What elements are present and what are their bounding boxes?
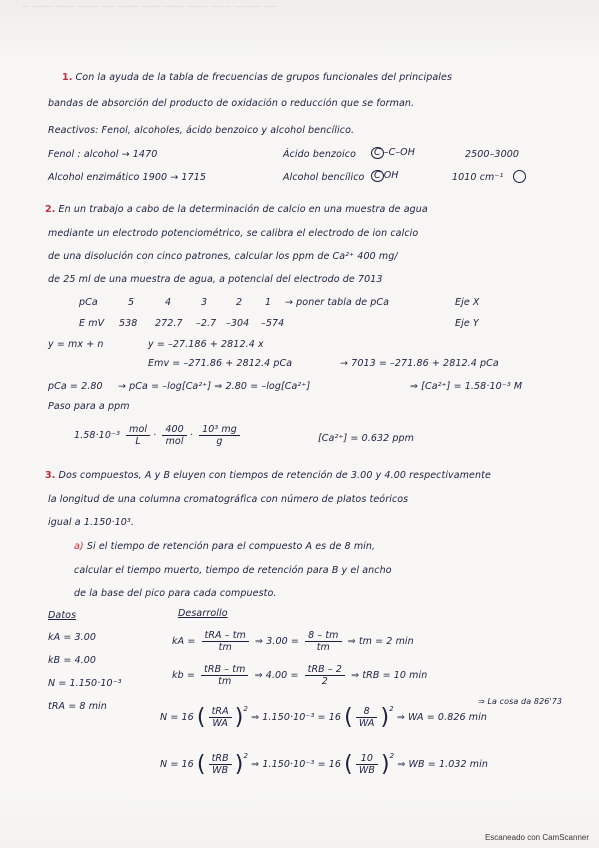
side-note: ⇒ La cosa da 826'73 [478, 697, 563, 706]
fraction: $\frac{\text{mol}}{L}$ [126, 424, 150, 447]
kb-equation: kb = $\frac{\text{tRB – tm}}{tm}$ ⇒ 4.00 = $\frac{\text{tRB – 2}}{2}$ ⇒ tRB = 10 min [172, 664, 428, 687]
part-a-line-3: de la base del pico para cada compuesto. [74, 588, 277, 599]
emv-label: E mV [79, 318, 105, 329]
problem-1-line-2: bandas de absorción del producto de oxidación o reducción que se forman. [48, 98, 415, 109]
fraction: $\frac{\text{tRB}}{WB}$ [209, 753, 232, 776]
emv-value: –2.7 [196, 318, 217, 329]
linear-eq-fit: y = –27.186 + 2812.4 x [148, 339, 264, 350]
problem-1-line-3: Reactivos: Fenol, alcoholes, ácido benzoico y alcohol bencílico. [48, 125, 355, 136]
alcohol-row-formula: C OH [371, 170, 399, 182]
linear-eq-general: y = mx + n [48, 339, 104, 350]
fraction: $\frac{8}{WA}$ [356, 706, 378, 729]
fraction: $\frac{400}{\text{mol}}$ [162, 424, 186, 447]
desarrollo-heading: Desarrollo [178, 608, 228, 619]
fraction: $\frac{\text{tRB – tm}}{tm}$ [201, 664, 248, 687]
problem-1-line-1: 1. Con la ayuda de la tabla de frecuencias de grupos funcionales del principales [62, 72, 453, 83]
fraction: $\frac{\text{tRA}}{WA}$ [209, 706, 232, 729]
fraction: $\frac{\text{tRB – 2}}{2}$ [305, 664, 345, 687]
pca-result: pCa = 2.80 [48, 381, 103, 392]
pca-axis-note: Eje X [455, 297, 480, 308]
problem-2-line-2: mediante un electrodo potenciométrico, se calibra el electrodo de ion calcio [48, 228, 419, 239]
problem-3-number: 3. [45, 470, 56, 481]
problem-3-line-3: igual a 1.150·10³. [48, 517, 134, 528]
part-a-line-1: a) Si el tiempo de retención para el compuesto A es de 8 min, [74, 541, 376, 552]
calcium-molarity: ⇒ [Ca²⁺] = 1.58·10⁻³ M [410, 381, 523, 392]
part-a-line-2: calcular el tiempo muerto, tiempo de retención para B y el ancho [74, 565, 392, 576]
datos-item: tRA = 8 min [48, 701, 107, 712]
problem-2-number: 2. [45, 204, 56, 215]
ring-mark-icon [513, 170, 526, 183]
fraction: $\frac{8 - tm}{tm}$ [305, 630, 341, 653]
emv-axis-note: Eje Y [455, 318, 479, 329]
problem-3-line-1: 3. Dos compuestos, A y B eluyen con tiempos de retención de 3.00 y 4.00 respectivamente [45, 470, 491, 481]
problem-2-line-3: de una disolución con cinco patrones, calcular los ppm de Ca²⁺ 400 mg/ [48, 251, 398, 262]
faded-header-strip: — ——— ——— ——— —— ——— ——— ——— ——— ——— ———— —— [22, 2, 278, 10]
pca-value: 1 [265, 297, 272, 308]
convert-note: Paso para a ppm [48, 401, 130, 412]
problem-2-line-4: de 25 ml de una muestra de agua, a potencial del electrodo de 7013 [48, 274, 383, 285]
emv-value: 538 [119, 318, 138, 329]
part-a-label: a) [74, 541, 84, 552]
ka-equation: kA = $\frac{\text{tRA – tm}}{tm}$ ⇒ 3.00 = $\frac{8 - tm}{tm}$ ⇒ tm = 2 min [172, 630, 414, 653]
fenol-row-acid: Ácido benzoico [283, 149, 356, 160]
pca-value: 5 [128, 297, 135, 308]
fraction: $\frac{10}{WB}$ [356, 753, 378, 776]
calcium-ppm-result: [Ca²⁺] = 0.632 ppm [318, 433, 415, 444]
scanner-watermark: Escaneado con CamScanner [484, 833, 589, 842]
pca-note: → poner tabla de pCa [285, 297, 390, 308]
problem-1-number: 1. [62, 72, 73, 83]
wb-equation: N = 16 ( $\frac{\text{tRB}}{WB}$ )$^2$ ⇒ 1.150·10⁻³ = 16 ( $\frac{10}{WB}$ )$^2$ ⇒ WB = 1.032 min [160, 752, 488, 777]
pca-value: 4 [165, 297, 172, 308]
emv-value: 272.7 [155, 318, 183, 329]
alcohol-row-value: 1010 cm⁻¹ [452, 172, 504, 183]
fraction: $\frac{\text{tRA – tm}}{tm}$ [202, 630, 249, 653]
emv-eq-solve: → 7013 = –271.86 + 2812.4 pCa [340, 358, 499, 369]
pca-label: pCa [79, 297, 98, 308]
pca-log-eq: → pCa = –log[Ca²⁺] ⇒ 2.80 = –log[Ca²⁺] [118, 381, 311, 392]
datos-item: N = 1.150·10⁻³ [48, 678, 122, 689]
emv-eq: Emv = –271.86 + 2812.4 pCa [148, 358, 293, 369]
fraction: $\frac{\text{10³ mg}}{g}$ [199, 424, 240, 447]
datos-item: kB = 4.00 [48, 655, 97, 666]
fenol-row-formula: C –C–OH [371, 147, 415, 159]
fenol-row-range: 2500–3000 [465, 149, 520, 160]
problem-3-line-2: la longitud de una columna cromatográfica con número de platos teóricos [48, 494, 409, 505]
alcohol-row-benzyl: Alcohol bencílico [283, 172, 365, 183]
wa-equation: N = 16 ( $\frac{\text{tRA}}{WA}$ )$^2$ ⇒ 1.150·10⁻³ = 16 ( $\frac{8}{WA}$ )$^2$ ⇒ WA = 0.826 min [160, 705, 487, 730]
fenol-row-left: Fenol : alcohol → 1470 [48, 149, 158, 160]
pca-value: 3 [201, 297, 208, 308]
problem-2-line-1: 2. En un trabajo a cabo de la determinación de calcio en una muestra de agua [45, 204, 428, 215]
datos-heading: Datos [48, 610, 77, 621]
pca-value: 2 [236, 297, 243, 308]
emv-value: –574 [261, 318, 285, 329]
datos-item: kA = 3.00 [48, 632, 97, 643]
carbonyl-circle: C [371, 147, 384, 159]
alcohol-row-left: Alcohol enzimático 1900 → 1715 [48, 172, 207, 183]
emv-value: –304 [226, 318, 250, 329]
benzyl-circle: C [371, 170, 384, 182]
ppm-conversion: 1.58·10⁻³ $\frac{\text{mol}}{L}$ · $\frac{400}{\text{mol}}$ · $\frac{\text{10³ mg}}{g}$ [74, 424, 243, 447]
